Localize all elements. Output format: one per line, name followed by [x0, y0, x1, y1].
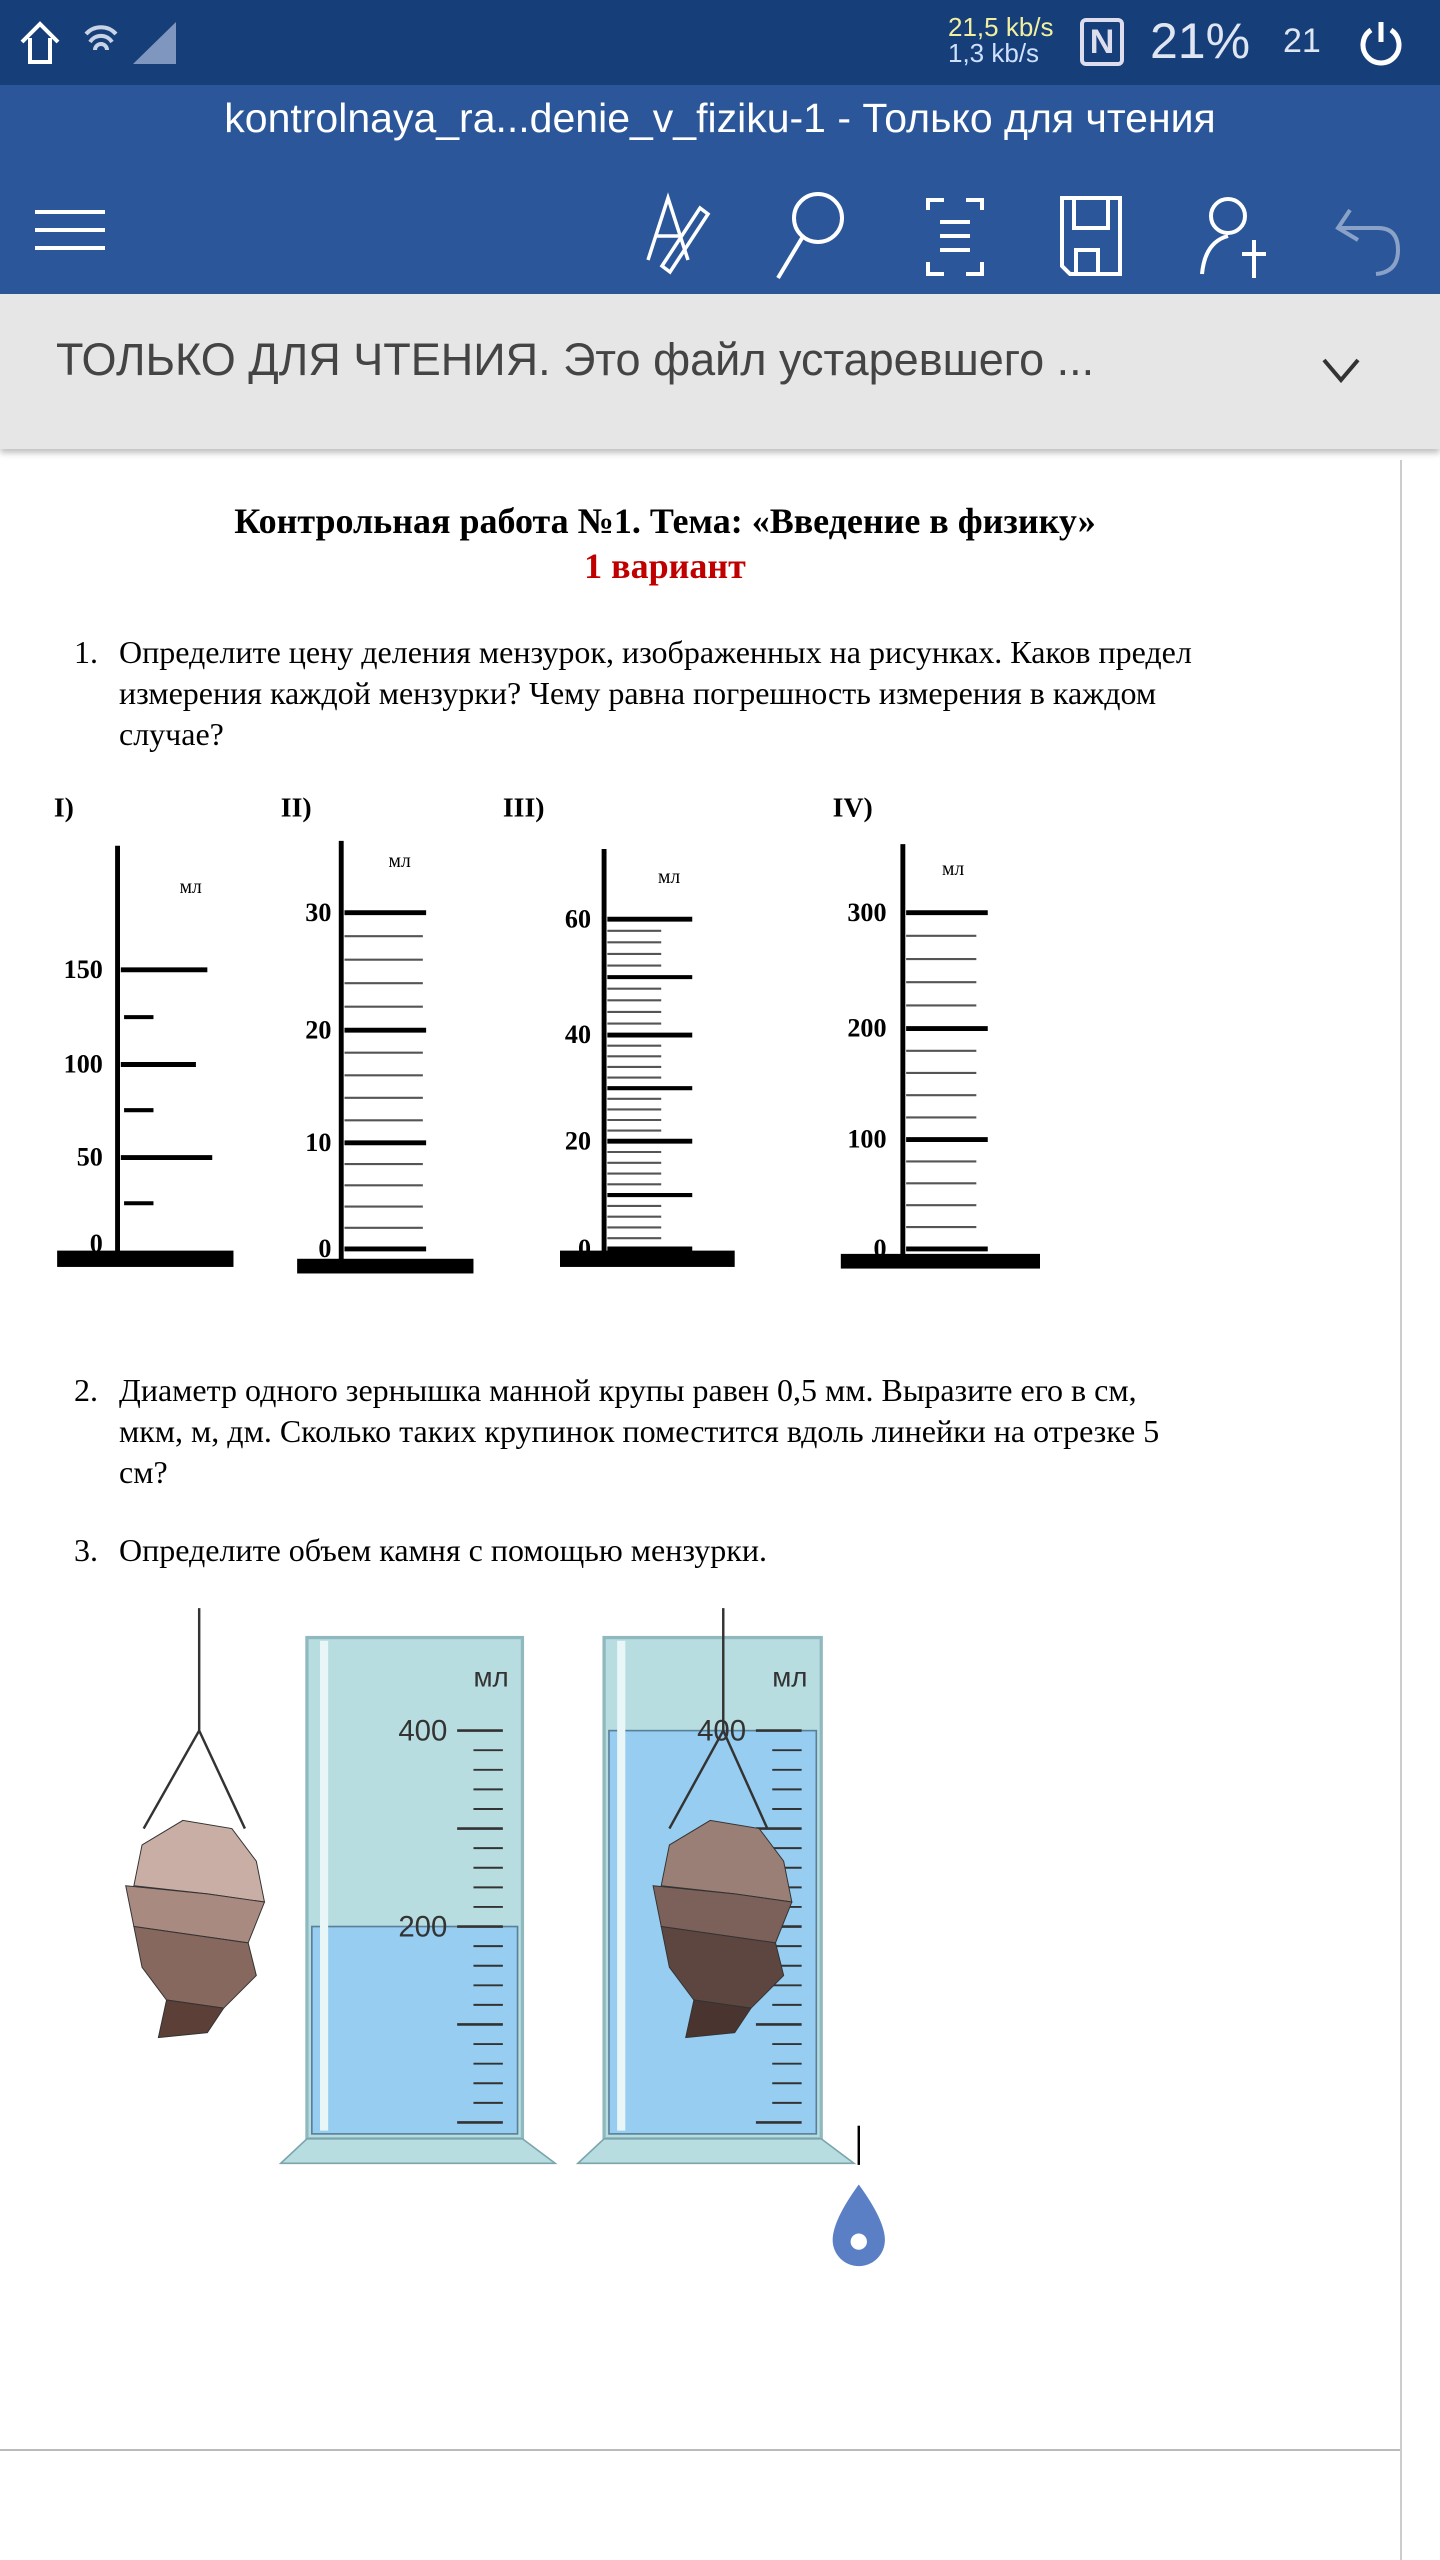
cursor-handle-dot: [851, 2233, 867, 2249]
net-down: 1,3 kb/s: [948, 38, 1040, 68]
cylinder-base: [281, 2139, 555, 2163]
tick-label: 0: [89, 1229, 103, 1259]
tick-label: 0: [873, 1234, 887, 1264]
scale-base: [841, 1254, 1040, 1269]
text-line: случае?: [119, 716, 224, 752]
scale-label: III): [502, 792, 545, 824]
tick-label: 10: [305, 1128, 332, 1158]
measuring-cylinder-scale: [833, 792, 1040, 1268]
tick-label: 200: [847, 1013, 887, 1043]
tick-label: 0: [318, 1234, 332, 1264]
tick-label: 60: [564, 904, 592, 934]
measuring-cylinder-scale: [281, 792, 474, 1273]
unit-label: мл: [388, 850, 411, 872]
scale-base: [57, 1251, 233, 1267]
cylinder-label: 400: [398, 1714, 448, 1748]
tick-label: 0: [577, 1234, 592, 1264]
scale-label: I): [53, 792, 74, 824]
tick-label: 20: [305, 1015, 332, 1045]
tick-label: 150: [63, 954, 103, 984]
tick-label: 40: [564, 1020, 592, 1050]
tick-label: 100: [63, 1049, 103, 1079]
measuring-cylinder-scale: [503, 792, 735, 1267]
tick-label: 30: [305, 897, 332, 927]
measuring-cylinder-scale: [54, 792, 234, 1267]
notification-count: 21: [1283, 22, 1321, 60]
question-3-number: 3.: [74, 1532, 98, 1568]
cylinder-label: 200: [398, 1910, 448, 1944]
tick-label: 100: [847, 1124, 887, 1154]
unit-label: мл: [179, 877, 202, 899]
question-1-number: 1.: [74, 634, 98, 670]
nfc-icon: N: [1080, 18, 1124, 66]
text-line: измерения каждой мензурки? Чему равна погрешность измерения в каждом: [119, 675, 1157, 711]
variant-label: 1 вариант: [584, 546, 746, 586]
question-2-number: 2.: [74, 1372, 98, 1408]
text-line: см?: [119, 1454, 168, 1490]
scale-label: II): [280, 792, 312, 824]
cylinder-label: 400: [697, 1714, 747, 1748]
tick-label: 20: [564, 1126, 592, 1156]
net-up: 21,5 kb/s: [948, 12, 1054, 42]
stone-on-string: [126, 1608, 265, 2037]
page-heading: Контрольная работа №1. Тема: «Введение в физику»: [234, 501, 1096, 541]
graduated-cylinder: [281, 1638, 555, 2164]
document-title: kontrolnaya_ra...denie_v_fiziku-1 - Только для чтения: [224, 95, 1216, 141]
unit-label: мл: [942, 859, 965, 881]
glass-highlight: [320, 1641, 328, 2131]
unit-label: мл: [772, 1661, 808, 1693]
text-line: Диаметр одного зернышка манной крупы равен 0,5 мм. Выразите его в см,: [119, 1372, 1137, 1408]
tick-label: 50: [76, 1142, 103, 1172]
battery-percent: 21%: [1150, 13, 1251, 69]
string: [144, 1608, 245, 1828]
text-line: мкм, м, дм. Сколько таких крупинок поместится вдоль линейки на отрезке 5: [119, 1413, 1160, 1449]
unit-label: мл: [473, 1661, 509, 1693]
glass-highlight: [617, 1641, 625, 2131]
scale-label: IV): [832, 792, 873, 824]
cursor-handle[interactable]: [833, 2184, 885, 2266]
unit-label: мл: [657, 867, 681, 889]
cylinder-base: [578, 2139, 854, 2163]
text-line: Определите цену деления мензурок, изображенных на рисунках. Каков предел: [119, 634, 1192, 670]
banner-text: ТОЛЬКО ДЛЯ ЧТЕНИЯ. Это файл устаревшего ...: [56, 334, 1095, 385]
tick-label: 300: [847, 897, 887, 927]
question-3-text: Определите объем камня с помощью мензурки.: [119, 1532, 767, 1568]
